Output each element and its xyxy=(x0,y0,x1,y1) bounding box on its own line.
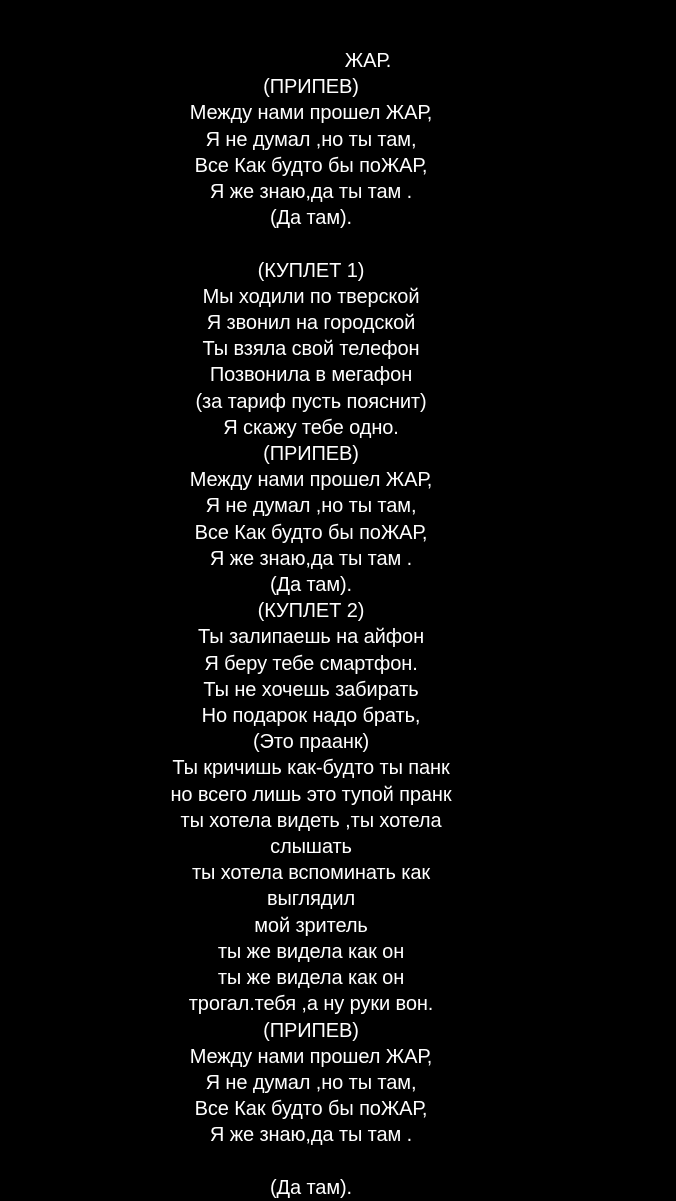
lyrics-line: ты же видела как он xyxy=(217,940,405,963)
section-heading: (ПРИПЕВ) xyxy=(263,1019,359,1042)
lyrics-line: ты хотела видеть ,ты хотела xyxy=(180,809,442,832)
lyrics-line: (Да там). xyxy=(269,1176,352,1199)
lyrics-title: ЖАР. xyxy=(344,50,392,72)
lyrics-line: Ты взяла свой телефон xyxy=(202,338,420,361)
lyrics-line: (Да там). xyxy=(269,207,352,230)
lyrics-line: Ты не хочешь забирать xyxy=(203,678,419,701)
lyrics-line: Я не думал ,но ты там, xyxy=(205,1071,417,1094)
lyrics-line: Я скажу тебе одно. xyxy=(223,416,399,439)
lyrics-line: Ты кричишь как-будто ты панк xyxy=(172,757,450,780)
lyrics-line: Но подарок надо брать, xyxy=(201,705,421,728)
lyrics-line: Я не думал ,но ты там, xyxy=(205,495,417,518)
blank-line xyxy=(0,231,622,257)
lyrics-line: Между нами прошел ЖАР, xyxy=(189,469,433,492)
lyrics-line: выглядил xyxy=(266,888,356,911)
lyrics-line: Я же знаю,да ты там . xyxy=(209,547,413,570)
lyrics-line: ты хотела вспоминать как xyxy=(191,862,431,885)
section-heading: (ПРИПЕВ) xyxy=(263,443,359,466)
lyrics-line: мой зритель xyxy=(254,914,368,937)
lyrics-line: слышать xyxy=(270,836,352,859)
section-heading: (КУПЛЕТ 2) xyxy=(257,600,365,623)
lyrics-line: (за тариф пусть пояснит) xyxy=(195,390,427,413)
lyrics-line: (Это праанк) xyxy=(252,731,370,754)
blank-line xyxy=(0,1149,622,1175)
lyrics-line: Все Как будто бы поЖАР, xyxy=(194,521,428,544)
lyrics-line: (Да там). xyxy=(269,574,352,597)
lyrics-line: Позвонила в мегафон xyxy=(209,364,413,387)
lyrics-line: Мы ходили по тверской xyxy=(202,285,420,308)
lyrics-line: Я звонил на городской xyxy=(206,312,416,335)
lyrics-line: Все Как будто бы поЖАР, xyxy=(194,154,428,177)
lyrics-line: Ты залипаешь на айфон xyxy=(197,626,425,649)
lyrics-line: Между нами прошел ЖАР, xyxy=(189,1045,433,1068)
lyrics-line: но всего лишь это тупой пранк xyxy=(170,783,452,806)
lyrics-line: Между нами прошел ЖАР, xyxy=(189,102,433,125)
lyrics-line: ты же видела как он xyxy=(217,967,405,990)
lyrics-line: Я не думал ,но ты там, xyxy=(205,128,417,151)
section-heading: (ПРИПЕВ) xyxy=(263,76,359,99)
lyrics-text-block xyxy=(0,48,622,1201)
lyrics-line: Я беру тебе смартфон. xyxy=(204,652,418,675)
lyrics-line: Я же знаю,да ты там . xyxy=(209,181,413,204)
lyrics-line: Все Как будто бы поЖАР, xyxy=(194,1098,428,1121)
lyrics-line: трогал.тебя ,а ну руки вон. xyxy=(188,993,434,1016)
lyrics-line: Я же знаю,да ты там . xyxy=(209,1124,413,1147)
section-heading: (КУПЛЕТ 1) xyxy=(257,259,365,282)
